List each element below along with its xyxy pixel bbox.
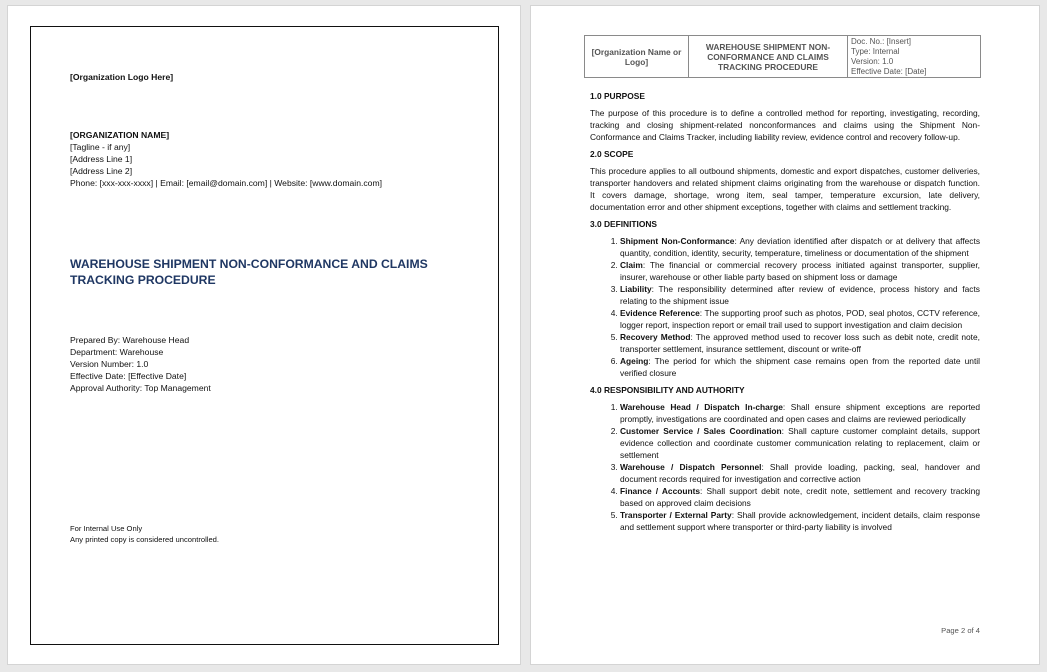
role-term: Finance / Accounts: [620, 486, 701, 496]
definition-text: : The financial or commercial recovery process initiated against transporter, supplier, insurer, warehouse or other liable party based on shipment loss or damage: [620, 260, 980, 282]
address-line-2: [Address Line 2]: [70, 166, 133, 176]
responsibility-heading: 4.0 RESPONSIBILITY AND AUTHORITY: [590, 385, 745, 395]
header-doc-info: [848, 36, 981, 78]
organization-name: [ORGANIZATION NAME]: [70, 130, 170, 140]
role-text: : Shall ensure shipment exceptions are reported promptly, investigations are coordinated and open cases and claims are reviewed periodically: [620, 402, 980, 424]
address-line-1: [Address Line 1]: [70, 154, 133, 164]
header-effective-date: Effective Date: [Date]: [851, 66, 927, 76]
cover-page: [8, 6, 520, 664]
cover-border: [30, 26, 499, 645]
role-text: : Shall provide acknowledgement, incident details, claim response and settlement support where transporter or third-party liability is involved: [620, 510, 980, 532]
header-type: Type: Internal: [851, 46, 900, 56]
approval-authority: Approval Authority: Top Management: [70, 383, 211, 393]
logo-placeholder: [Organization Logo Here]: [70, 72, 174, 82]
scope-heading: 2.0 SCOPE: [590, 149, 634, 159]
definition-text: : The period for which the shipment case remains open from the reported date until verified closure: [620, 356, 980, 378]
list-item: [620, 259, 980, 283]
definition-term: Evidence Reference: [620, 308, 700, 318]
role-term: Warehouse Head / Dispatch In-charge: [620, 402, 783, 412]
document-header-table: [584, 35, 981, 78]
definition-text: : The approved method used to recover loss such as debit note, credit note, transporter settlement, insurance settlement, discount or write-off: [620, 332, 980, 354]
prepared-by: Prepared By: Warehouse Head: [70, 335, 190, 345]
cover-footer: [70, 523, 219, 545]
header-doc-no: Doc. No.: [Insert]: [851, 36, 912, 46]
contact-line: Phone: [xxx-xxx-xxxx] | Email: [email@domain.com] | Website: [www.domain.com]: [70, 178, 382, 188]
document-meta: [70, 334, 211, 394]
list-item: [620, 331, 980, 355]
list-item: [620, 235, 980, 259]
role-term: Customer Service / Sales Coordination: [620, 426, 782, 436]
content-page: [531, 6, 1039, 664]
definition-term: Shipment Non-Conformance: [620, 236, 735, 246]
list-item: [620, 509, 980, 533]
uncontrolled-copy-note: Any printed copy is considered uncontrolled.: [70, 535, 220, 544]
procedure-body: [590, 90, 980, 538]
definition-term: Claim: [620, 260, 643, 270]
definition-term: Liability: [620, 284, 652, 294]
tagline: [Tagline - if any]: [70, 142, 131, 152]
list-item: [620, 401, 980, 425]
header-title: WAREHOUSE SHIPMENT NON-CONFORMANCE AND CLAIMS TRACKING PROCEDURE: [689, 36, 848, 78]
definitions-list: [590, 235, 980, 379]
definition-term: Ageing: [620, 356, 649, 366]
list-item: [620, 461, 980, 485]
version-number: Version Number: 1.0: [70, 359, 149, 369]
definitions-heading: 3.0 DEFINITIONS: [590, 219, 658, 229]
header-organization: [Organization Name or Logo]: [585, 36, 689, 78]
role-text: : Shall capture customer complaint details, support evidence collection and coordinate customer communication relating to replacement, claim or settlement: [620, 426, 980, 460]
definition-term: Recovery Method: [620, 332, 691, 342]
document-title: WAREHOUSE SHIPMENT NON-CONFORMANCE AND CLAIMS TRACKING PROCEDURE: [70, 257, 428, 287]
header-version: Version: 1.0: [851, 56, 894, 66]
definition-text: : Any deviation identified after dispatch or at delivery that affects quantity, condition, identity, security, temperature, timeliness or documentation of the shipment: [620, 236, 981, 258]
page-number: Page 2 of 4: [941, 626, 980, 635]
role-text: : Shall provide loading, packing, seal, handover and document records required for investigation and corrective action: [620, 462, 980, 484]
role-term: Transporter / External Party: [620, 510, 732, 520]
definition-text: : The responsibility determined after review of evidence, process history and facts relating to the shipment issue: [620, 284, 980, 306]
internal-use-note: For Internal Use Only: [70, 524, 143, 533]
organization-block: [70, 129, 382, 189]
list-item: [620, 307, 980, 331]
scope-text: This procedure applies to all outbound shipments, domestic and export dispatches, customer deliveries, transporter handovers and related shipment claims originating from the warehouse or dispatch function. It covers damage, shortage, wrong item, seal tamper, temperature excursion, late delivery, documentation error and other shipment exceptions, together with claims and settlement tracking.: [590, 166, 980, 212]
list-item: [620, 355, 980, 379]
list-item: [620, 485, 980, 509]
responsibility-list: [590, 401, 980, 533]
effective-date: Effective Date: [Effective Date]: [70, 371, 187, 381]
definition-text: : The supporting proof such as photos, POD, seal photos, CCTV reference, logger report, inspection report or email trail used to support investigation and claim decision: [620, 308, 981, 330]
list-item: [620, 425, 980, 461]
purpose-text: The purpose of this procedure is to define a controlled method for reporting, investigating, recording, tracking and closing shipment-related nonconformances and claims using the Shipment Non-Conformance and Claims Tracker, including liability review, evidence control and recovery follow-up.: [590, 108, 980, 142]
role-term: Warehouse / Dispatch Personnel: [620, 462, 762, 472]
department: Department: Warehouse: [70, 347, 164, 357]
list-item: [620, 283, 980, 307]
role-text: : Shall support debit note, credit note, settlement and recovery tracking based on approved claim decisions: [620, 486, 980, 508]
purpose-heading: 1.0 PURPOSE: [590, 91, 645, 101]
